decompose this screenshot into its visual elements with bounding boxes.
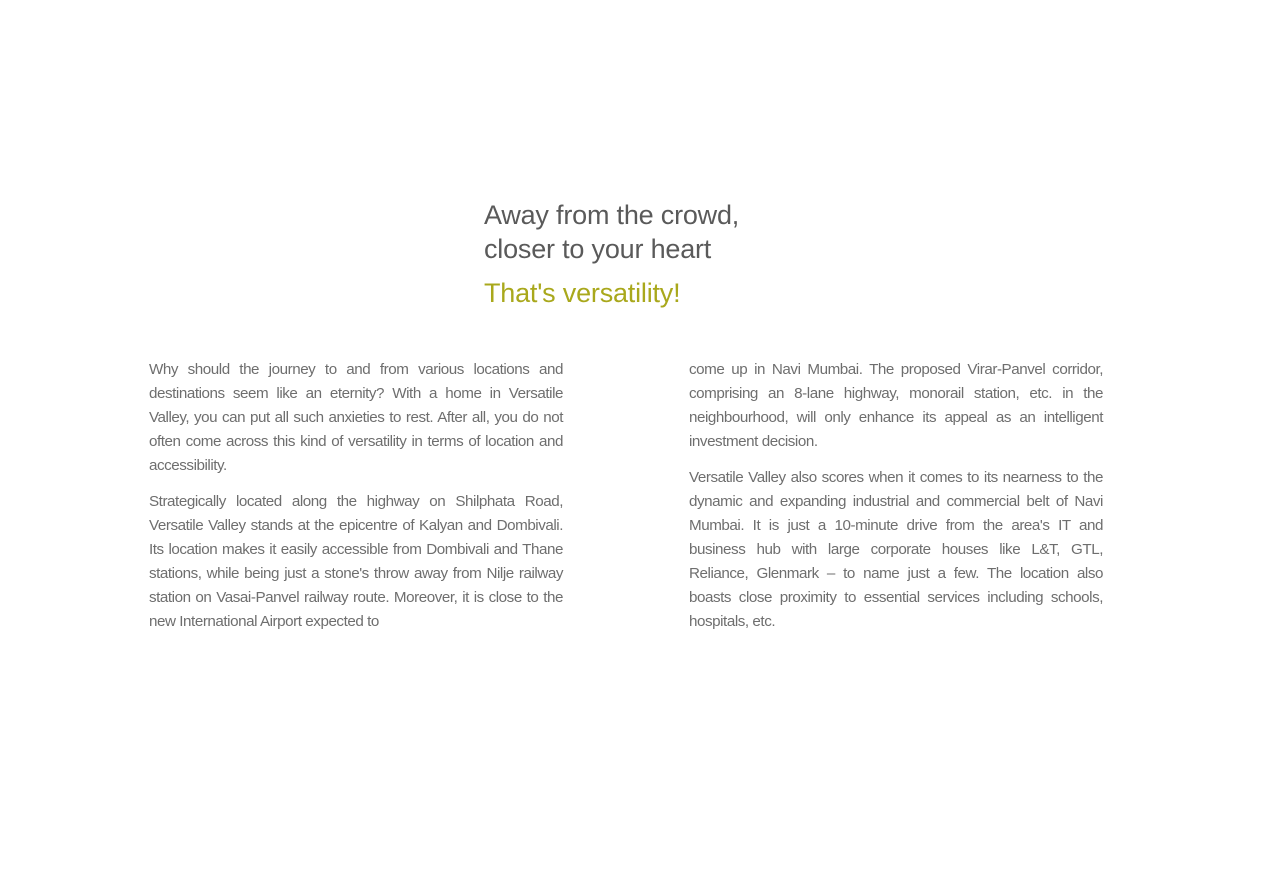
headline-line-1: Away from the crowd, xyxy=(484,200,740,230)
paragraph: come up in Navi Mumbai. The proposed Virar-Panvel corridor, comprising an 8-lane highway, monorail station, etc. in the neighbourhood, will only enhance its appeal as an intelligent investment decision. xyxy=(689,361,1103,450)
body-column-left xyxy=(149,358,563,646)
paragraph: Strategically located along the highway on Shilphata Road, Versatile Valley stands at the epicentre of Kalyan and Dombivali. Its location makes it easily accessible from Dombivali and Thane stations, while being just a stone's throw away from Nilje railway station on Vasai-Panvel railway route. Moreover, it is close to the new International Airport expected to xyxy=(149,493,563,630)
paragraph: Why should the journey to and from various locations and destinations seem like an eternity? With a home in Versatile Valley, you can put all such anxieties to rest. After all, you do not often come across this kind of versatility in terms of location and accessibility. xyxy=(149,361,563,474)
tagline: That's versatility! xyxy=(484,278,681,308)
headline xyxy=(484,198,904,310)
paragraph: Versatile Valley also scores when it comes to its nearness to the dynamic and expanding industrial and commercial belt of Navi Mumbai. It is just a 10-minute drive from the area's IT and business hub with large corporate houses like L&T, GTL, Reliance, Glenmark – to name just a few. The location also boasts close proximity to essential services including schools, hospitals, etc. xyxy=(689,469,1103,630)
headline-line-2: closer to your heart xyxy=(484,234,712,264)
body-column-right xyxy=(689,358,1103,646)
